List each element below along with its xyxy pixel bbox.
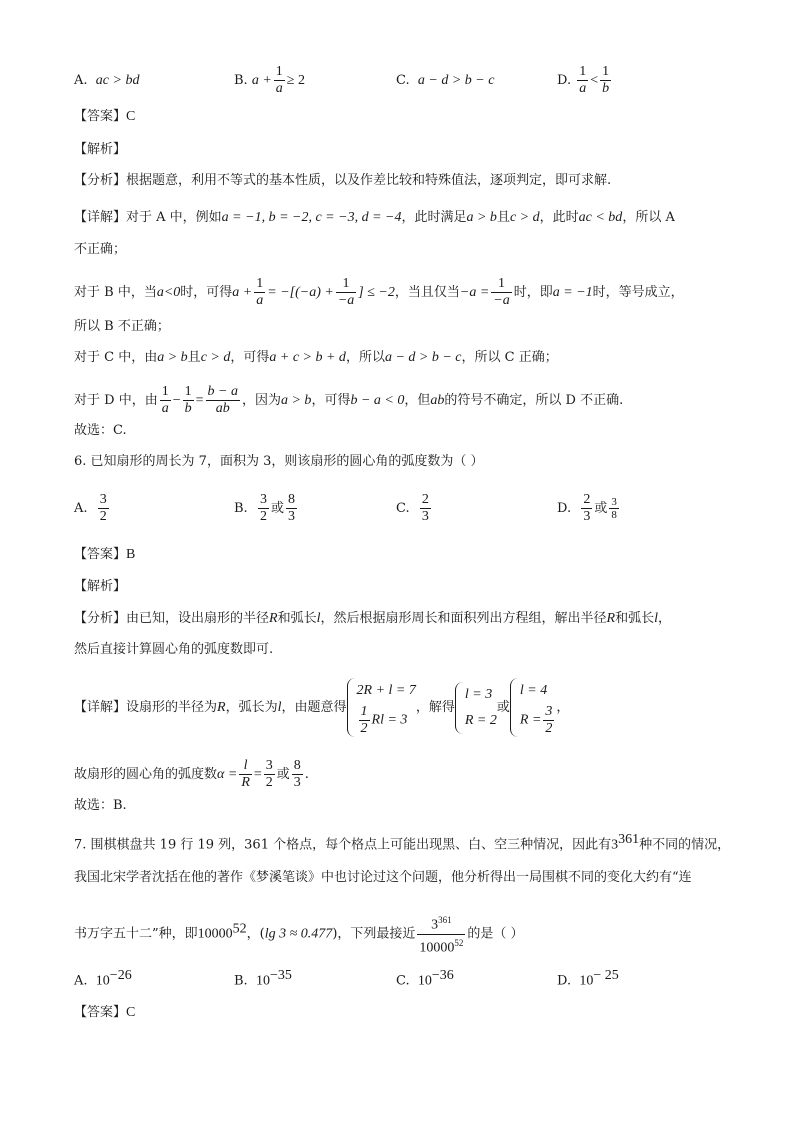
- fraction: $\frac{1}{b}$: [602, 64, 610, 96]
- q6-option-b: B. $\frac{3}{2}$ 或 $\frac{8}{3}$: [234, 492, 295, 524]
- q6-final: 故扇形的圆心角的弧度数α = $\frac{l}{R}$ = $\frac{3}{2}$ 或 $\frac{8}{3}$ .: [74, 758, 309, 790]
- solution-system-2: l = 4 R = $\frac{3}{2}$: [510, 678, 557, 737]
- q5-detail-b2: 所以 B 不正确；: [74, 319, 170, 334]
- q7-stem-line3: 书万字五十二”种，即10000$^{52}$，(lg 3 ≈ 0.477)，下列最接近 $\frac{3^{361}}{10000^{52}}$ 的是（ ）: [74, 912, 524, 956]
- q6-choose: 故选：B.: [74, 798, 127, 813]
- q5-analysis-title: 【解析】: [74, 142, 127, 157]
- q5-option-c: C. a − d > b − c: [396, 73, 495, 88]
- q7-answer: 【答案】C: [74, 1005, 136, 1020]
- q5-fenxi: 【分析】根据题意，利用不等式的基本性质，以及作差比较和特殊值法，逐项判定，即可求解.: [74, 173, 612, 188]
- q5-detail-c: 对于 C 中，由a > b且c > d，可得a + c > b + d，所以a − d > b − c，所以 C 正确；: [74, 350, 558, 365]
- q7-stem-line2: 我国北宋学者沈括在他的著作《梦溪笔谈》中也讨论过这个问题，他分析得出一局围棋不同的变化大约有“连: [74, 870, 692, 885]
- q5-option-d: D. $\frac{1}{a}$ < $\frac{1}{b}$: [557, 64, 610, 96]
- q5-option-b: B. a + $\frac{1}{a}$ ≥ 2: [234, 64, 305, 96]
- fraction: $\frac{1}{a}$: [275, 64, 283, 96]
- q5-option-a: A. ac > bd: [74, 73, 140, 88]
- equation-system: 2R + l = 7 $\frac{1}{2}$ Rl = 3: [347, 678, 416, 737]
- q5-answer: 【答案】C: [74, 109, 136, 124]
- q6-stem: 6. 已知扇形的周长为 7，面积为 3，则该扇形的圆心角的弧度数为（ ）: [74, 454, 484, 469]
- q7-stem-line1: 7. 围棋棋盘共 19 行 19 列，361 个格点，每个格点上可能出现黑、白、空三种情况，因此有$3^{361}$种不同的情况，: [74, 832, 731, 853]
- q7-option-c: C. $10^{-36}$: [396, 968, 454, 989]
- solution-system-1: l = 3 R = 2: [455, 682, 497, 734]
- q7-option-a: A. $10^{-26}$: [74, 968, 132, 989]
- q5-detail-line2: 不正确；: [74, 242, 127, 257]
- q7-option-b: B. $10^{-35}$: [234, 968, 292, 989]
- q5-detail-line1: 【详解】对于 A 中，例如a = −1, b = −2, c = −3, d = −4，此时满足a > b且c > d，此时ac < bd，所以 A: [74, 210, 675, 225]
- q6-detail: 【详解】设扇形的半径为R，弧长为l，由题意得 2R + l = 7 $\frac{1}{2}$ Rl = 3 ，解得 l = 3 R = 2 或 l = 4 R = $\frac{3}{2}$ ，: [74, 678, 569, 737]
- q5-detail-d: 对于 D 中，由 $\frac{1}{a}$ − $\frac{1}{b}$ = $\frac{b - a}{ab}$ ，因为a > b，可得b − a < 0，但ab的符号不确定，所以 D 不正确.: [74, 384, 624, 416]
- q6-fenxi-2: 然后直接计算圆心角的弧度数即可.: [74, 642, 274, 657]
- fraction: $\frac{1}{a}$: [579, 64, 587, 96]
- q6-fenxi: 【分析】由已知，设出扇形的半径R和弧长l，然后根据扇形周长和面积列出方程组，解出半径R和弧长l，: [74, 611, 671, 626]
- q7-option-d: D. $10^{- 25}$: [557, 968, 619, 989]
- q6-option-d: D. $\frac{2}{3}$ 或 $\frac{3}{8}$: [557, 492, 617, 524]
- q6-option-c: C. $\frac{2}{3}$: [396, 492, 429, 524]
- q5-detail-b: 对于 B 中，当a<0时，可得a + $\frac{1}{a}$ = −[(−a) + $\frac{1}{-a}$ ] ≤ −2，当且仅当−a = $\frac{1}{-a}$ 时，即a = −1时，等号成立，: [74, 276, 684, 308]
- q6-answer: 【答案】B: [74, 547, 136, 562]
- q5-choose: 故选：C.: [74, 423, 127, 438]
- q6-option-a: A. $\frac{3}{2}$: [74, 492, 107, 524]
- q6-analysis-title: 【解析】: [74, 579, 127, 594]
